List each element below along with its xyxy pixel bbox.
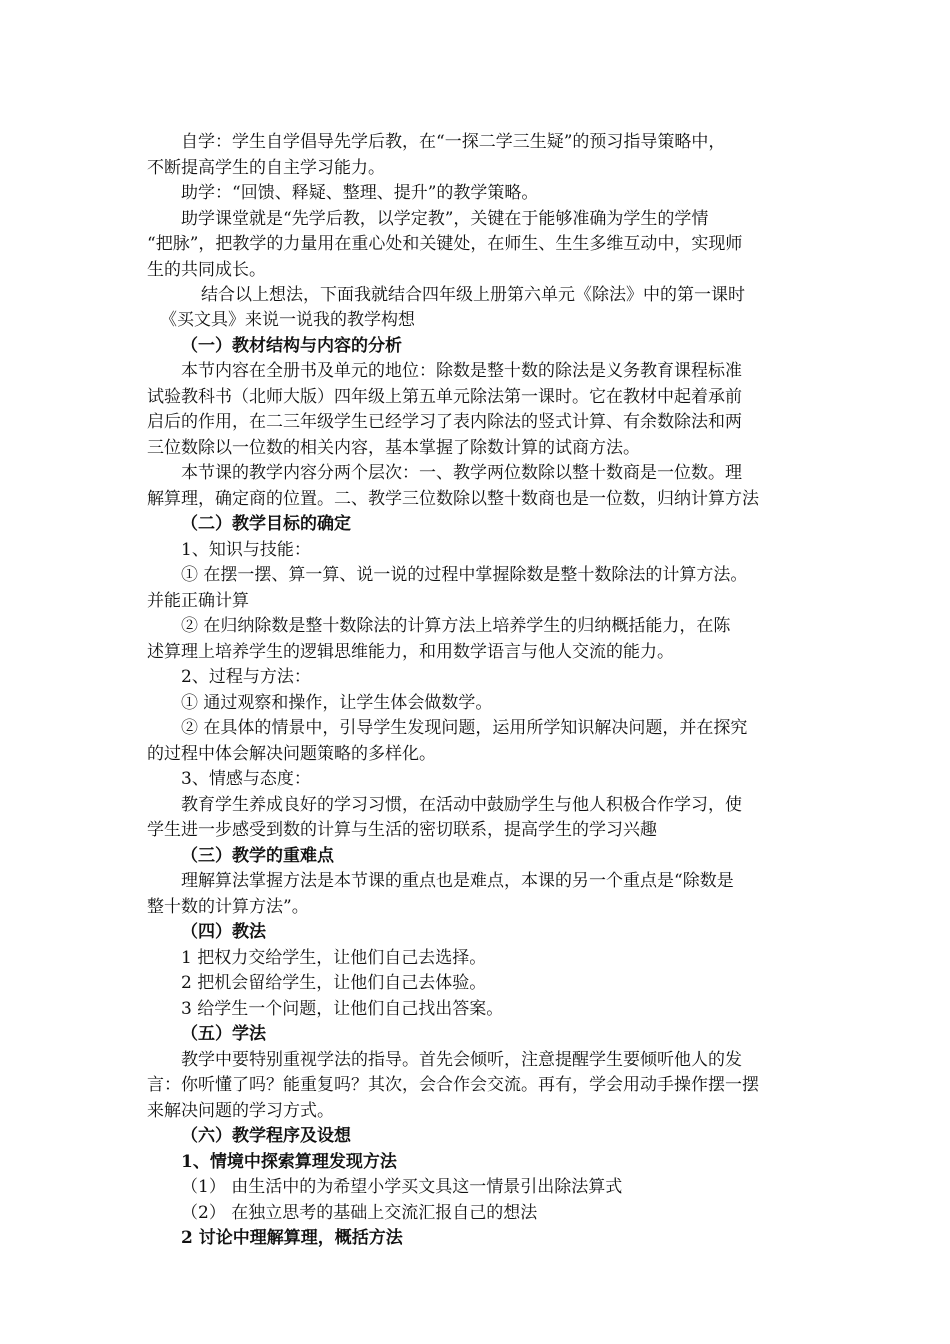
text-line: 解算理，确定商的位置。二、教学三位数除以整十数商也是一位数，归纳计算方法 bbox=[147, 489, 759, 509]
text-line: 教育学生养成良好的学习习惯，在活动中鼓励学生与他人积极合作学习，使 bbox=[181, 795, 742, 815]
text-line: 学生进一步感受到数的计算与生活的密切联系，提高学生的学习兴趣 bbox=[147, 820, 657, 840]
text-line: 言：你听懂了吗？能重复吗？其次，会合作会交流。再有，学会用动手操作摆一摆 bbox=[147, 1075, 759, 1095]
text-line: 助学课堂就是“先学后教，以学定教”，关键在于能够准确为学生的学情 bbox=[181, 209, 709, 229]
section-heading: （六）教学程序及设想 bbox=[181, 1126, 351, 1146]
text-line: 助学：“回馈、释疑、整理、提升”的教学策略。 bbox=[181, 183, 539, 203]
section-heading: （五）学法 bbox=[181, 1024, 266, 1044]
section-heading: （四）教法 bbox=[181, 922, 266, 942]
list-item: （1） 由生活中的为希望小学买文具这一情景引出除法算式 bbox=[181, 1177, 623, 1197]
subsection-heading: 2 讨论中理解算理，概括方法 bbox=[181, 1228, 403, 1248]
text-line: 3、情感与态度： bbox=[181, 769, 311, 789]
text-line: 试验教科书（北师大版）四年级上第五单元除法第一课时。它在教材中起着承前 bbox=[147, 387, 742, 407]
text-line: ① 通过观察和操作，让学生体会做数学。 bbox=[181, 693, 493, 713]
text-line: ② 在归纳除数是整十数除法的计算方法上培养学生的归纳概括能力，在陈 bbox=[181, 616, 731, 636]
section-heading: （一）教材结构与内容的分析 bbox=[181, 336, 402, 356]
text-line: “把脉”，把教学的力量用在重心处和关键处，在师生、生生多维互动中，实现师 bbox=[147, 234, 743, 254]
text-line: 生的共同成长。 bbox=[147, 260, 266, 280]
text-line: 2、过程与方法： bbox=[181, 667, 311, 687]
text-line: ② 在具体的情景中，引导学生发现问题，运用所学知识解决问题，并在探究 bbox=[181, 718, 748, 738]
text-line: ① 在摆一摆、算一算、说一说的过程中掌握除数是整十数除法的计算方法。 bbox=[181, 565, 748, 585]
text-line: 教学中要特别重视学法的指导。首先会倾听，注意提醒学生要倾听他人的发 bbox=[181, 1050, 742, 1070]
text-line: 启后的作用，在二三年级学生已经学习了表内除法的竖式计算、有余数除法和两 bbox=[147, 412, 742, 432]
text-line: 的过程中体会解决问题策略的多样化。 bbox=[147, 744, 436, 764]
text-line: 述算理上培养学生的逻辑思维能力，和用数学语言与他人交流的能力。 bbox=[147, 642, 674, 662]
list-item: （2） 在独立思考的基础上交流汇报自己的想法 bbox=[181, 1203, 538, 1223]
text-line: 理解算法掌握方法是本节课的重点也是难点，本课的另一个重点是“除数是 bbox=[181, 871, 734, 891]
section-heading: （三）教学的重难点 bbox=[181, 846, 334, 866]
text-line: 整十数的计算方法”。 bbox=[147, 897, 309, 917]
list-item: 1 把权力交给学生，让他们自己去选择。 bbox=[181, 948, 487, 968]
subsection-heading: 1、情境中探索算理发现方法 bbox=[181, 1152, 397, 1172]
text-line: 结合以上想法，下面我就结合四年级上册第六单元《除法》中的第一课时 bbox=[201, 285, 745, 305]
text-line: 《买文具》来说一说我的教学构想 bbox=[160, 310, 415, 330]
text-line: 并能正确计算 bbox=[147, 591, 249, 611]
list-item: 3 给学生一个问题，让他们自己找出答案。 bbox=[181, 999, 504, 1019]
list-item: 2 把机会留给学生，让他们自己去体验。 bbox=[181, 973, 487, 993]
text-line: 本节课的教学内容分两个层次：一、教学两位数除以整十数商是一位数。理 bbox=[181, 463, 742, 483]
text-line: 自学：学生自学倡导先学后教，在“一探二学三生疑”的预习指导策略中， bbox=[181, 132, 726, 152]
text-line: 来解决问题的学习方式。 bbox=[147, 1101, 334, 1121]
text-line: 三位数除以一位数的相关内容，基本掌握了除数计算的试商方法。 bbox=[147, 438, 640, 458]
text-line: 不断提高学生的自主学习能力。 bbox=[147, 158, 385, 178]
section-heading: （二）教学目标的确定 bbox=[181, 514, 351, 534]
text-line: 1、知识与技能： bbox=[181, 540, 311, 560]
text-line: 本节内容在全册书及单元的地位：除数是整十数的除法是义务教育课程标准 bbox=[181, 361, 742, 381]
